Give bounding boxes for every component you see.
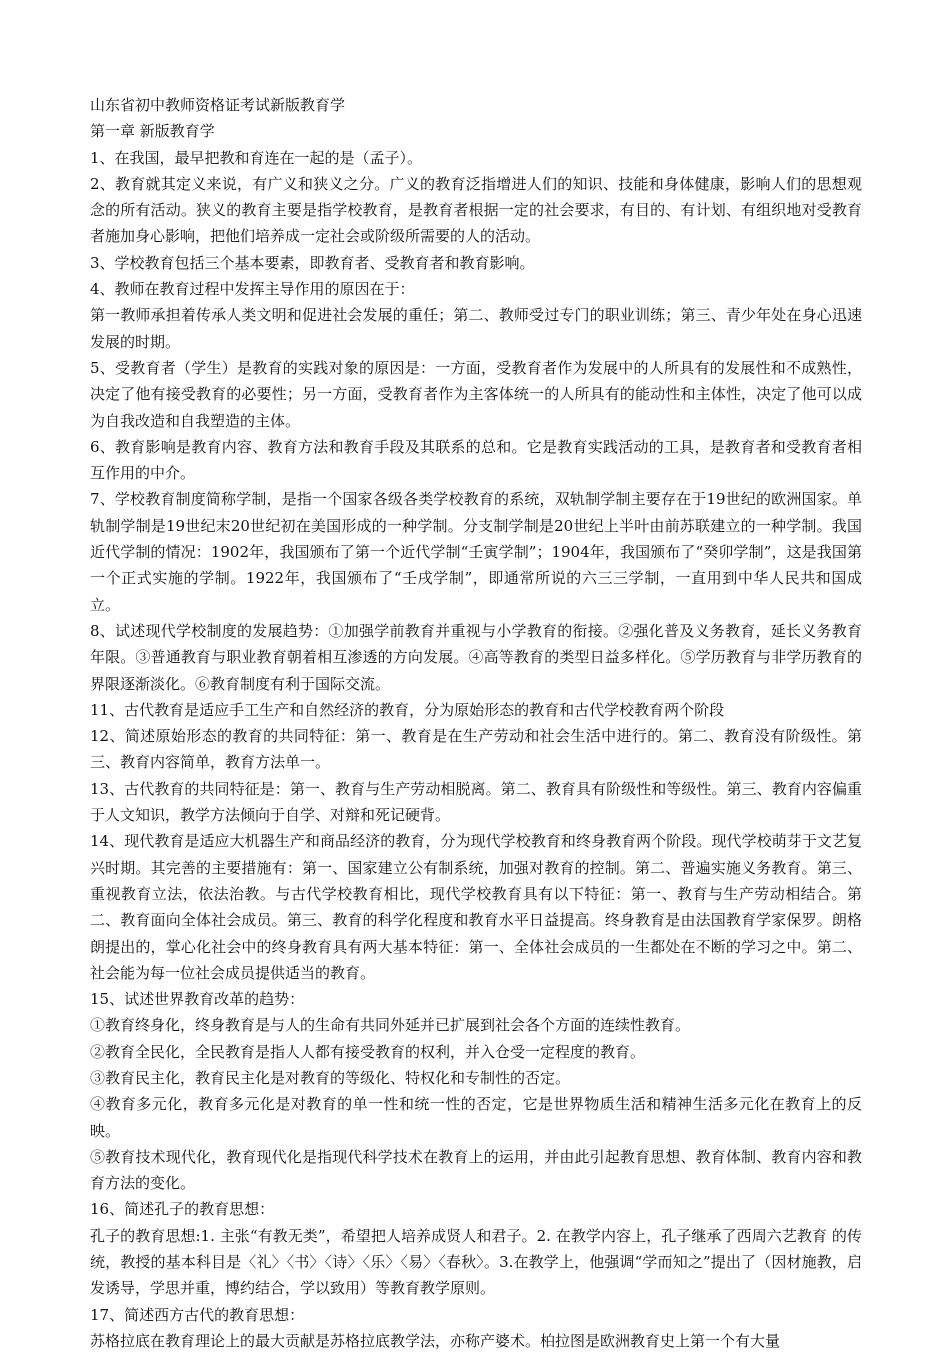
list-item-3: ③教育民主化，教育民主化是对教育的等级化、特权化和专制性的否定。 <box>90 1068 571 1087</box>
paragraph-1: 1、在我国，最早把教和育连在一起的是（孟子）。 <box>90 148 423 167</box>
list-item-2: ②教育全民化，全民教育是指人人都有接受教育的权利，并入仓受一定程度的教育。 <box>90 1042 646 1061</box>
paragraph-11: 11、古代教育是适应手工生产和自然经济的教育，分为原始形态的教育和古代学校教育两个阶段 <box>90 700 725 719</box>
paragraph-7: 7、学校教育制度简称学制，是指一个国家各级各类学校教育的系统，双轨制学制主要存在于19世纪的欧洲国家。单轨制学制是19世纪末20世纪初在美国形成的一种学制。分支制学制是20世纪上半叶由前苏联建立的一种学制。我国近代学制的情况：1902年，我国颁布了第一个近代学制“壬寅学制”；1904年，我国颁布了“癸卯学制”，这是我国第一个正式实施的学制。1922年，我国颁布了“壬戌学制”，即通常所说的六三三学制，一直用到中华人民共和国成立。 <box>90 490 862 614</box>
paragraph-13: 13、古代教育的共同特征是：第一、教育与生产劳动相脱离。第二、教育具有阶级性和等级性。第三、教育内容偏重于人文知识，教学方法倾向于自学、对辩和死记硬背。 <box>90 779 862 825</box>
paragraph-5: 5、受教育者（学生）是教育的实践对象的原因是：一方面，受教育者作为发展中的人所具有的发展性和不成熟性，决定了他有接受教育的必要性；另一方面，受教育者作为主客体统一的人所具有的能动性和主体性，决定了他可以成为自我改造和自我塑造的主体。 <box>90 358 862 430</box>
paragraph-6: 6、教育影响是教育内容、教育方法和教育手段及其联系的总和。它是教育实践活动的工具，是教育者和受教育者相互作用的中介。 <box>90 437 862 483</box>
paragraph-16-detail: 孔子的教育思想:1. 主张“有教无类”，希望把人培养成贤人和君子。2. 在教学内容上，孔子继承了西周六艺教育 的传统，教授的基本科目是〈礼〉〈书〉〈诗〉〈乐〉〈易〉〈春秋〉。3.在教学上，他强调“学而知之”提出了（因材施教，启发诱导，学思并重，博约结合，学以致用）等教育教学原则。 <box>90 1226 862 1298</box>
paragraph-15: 15、试述世界教育改革的趋势： <box>90 990 305 1009</box>
paragraph-4: 4、教师在教育过程中发挥主导作用的原因在于： <box>90 280 415 299</box>
document-title: 山东省初中教师资格证考试新版教育学 <box>90 96 346 114</box>
paragraph-16: 16、简述孔子的教育思想： <box>90 1200 275 1219</box>
list-item-5: ⑤教育技术现代化，教育现代化是指现代科学技术在教育上的运用，并由此引起教育思想、教育体制、教育内容和教育方法的变化。 <box>90 1147 862 1193</box>
chapter-heading: 第一章 新版教育学 <box>90 122 215 141</box>
paragraph-3: 3、学校教育包括三个基本要素，即教育者、受教育者和教育影响。 <box>90 253 535 272</box>
paragraph-4-detail: 第一教师承担着传承人类文明和促进社会发展的重任；第二、教师受过专门的职业训练；第三、青少年处在身心迅速发展的时期。 <box>90 306 862 351</box>
paragraph-17-detail: 苏格拉底在教育理论上的最大贡献是苏格拉底教学法，亦称产婆术。柏拉图是欧洲教育史上第一个有大量 <box>90 1331 781 1350</box>
list-item-4: ④教育多元化，教育多元化是对教育的单一性和统一性的否定，它是世界物质生活和精神生活多元化在教育上的反映。 <box>90 1095 862 1140</box>
paragraph-2: 2、教育就其定义来说，有广义和狭义之分。广义的教育泛指增进人们的知识、技能和身体健康，影响人们的思想观念的所有活动。狭义的教育主要是指学校教育，是教育者根据一定的社会要求，有目的、有计划、有组织地对受教育者施加身心影响，把他们培养成一定社会或阶级所需要的人的活动。 <box>90 174 862 246</box>
paragraph-8: 8、试述现代学校制度的发展趋势：①加强学前教育并重视与小学教育的衔接。②强化普及义务教育，延长义务教育年限。③普通教育与职业教育朝着相互渗透的方向发展。④高等教育的类型日益多样化。⑤学历教育与非学历教育的界限逐渐淡化。⑥教育制度有利于国际交流。 <box>90 621 862 693</box>
paragraph-12: 12、简述原始形态的教育的共同特征：第一、教育是在生产劳动和社会生活中进行的。第二、教育没有阶级性。第三、教育内容简单，教育方法单一。 <box>90 727 862 772</box>
paragraph-17: 17、简述西方古代的教育思想： <box>90 1305 305 1324</box>
list-item-1: ①教育终身化，终身教育是与人的生命有共同外延并已扩展到社会各个方面的连续性教育。 <box>90 1016 691 1035</box>
paragraph-14: 14、现代教育是适应大机器生产和商品经济的教育，分为现代学校教育和终身教育两个阶段。现代学校萌芽于文艺复兴时期。其完善的主要措施有：第一、国家建立公有制系统，加强对教育的控制。第二、普遍实施义务教育。第三、重视教育立法，依法治教。与古代学校教育相比，现代学校教育具有以下特征：第一、教育与生产劳动相结合。第二、教育面向全体社会成员。第三、教育的科学化程度和教育水平日益提高。终身教育是由法国教育学家保罗。朗格朗提出的，掌心化社会中的终身教育具有两大基本特征：第一、全体社会成员的一生都处在不断的学习之中。第二、社会能为每一位社会成员提供适当的教育。 <box>90 832 862 982</box>
